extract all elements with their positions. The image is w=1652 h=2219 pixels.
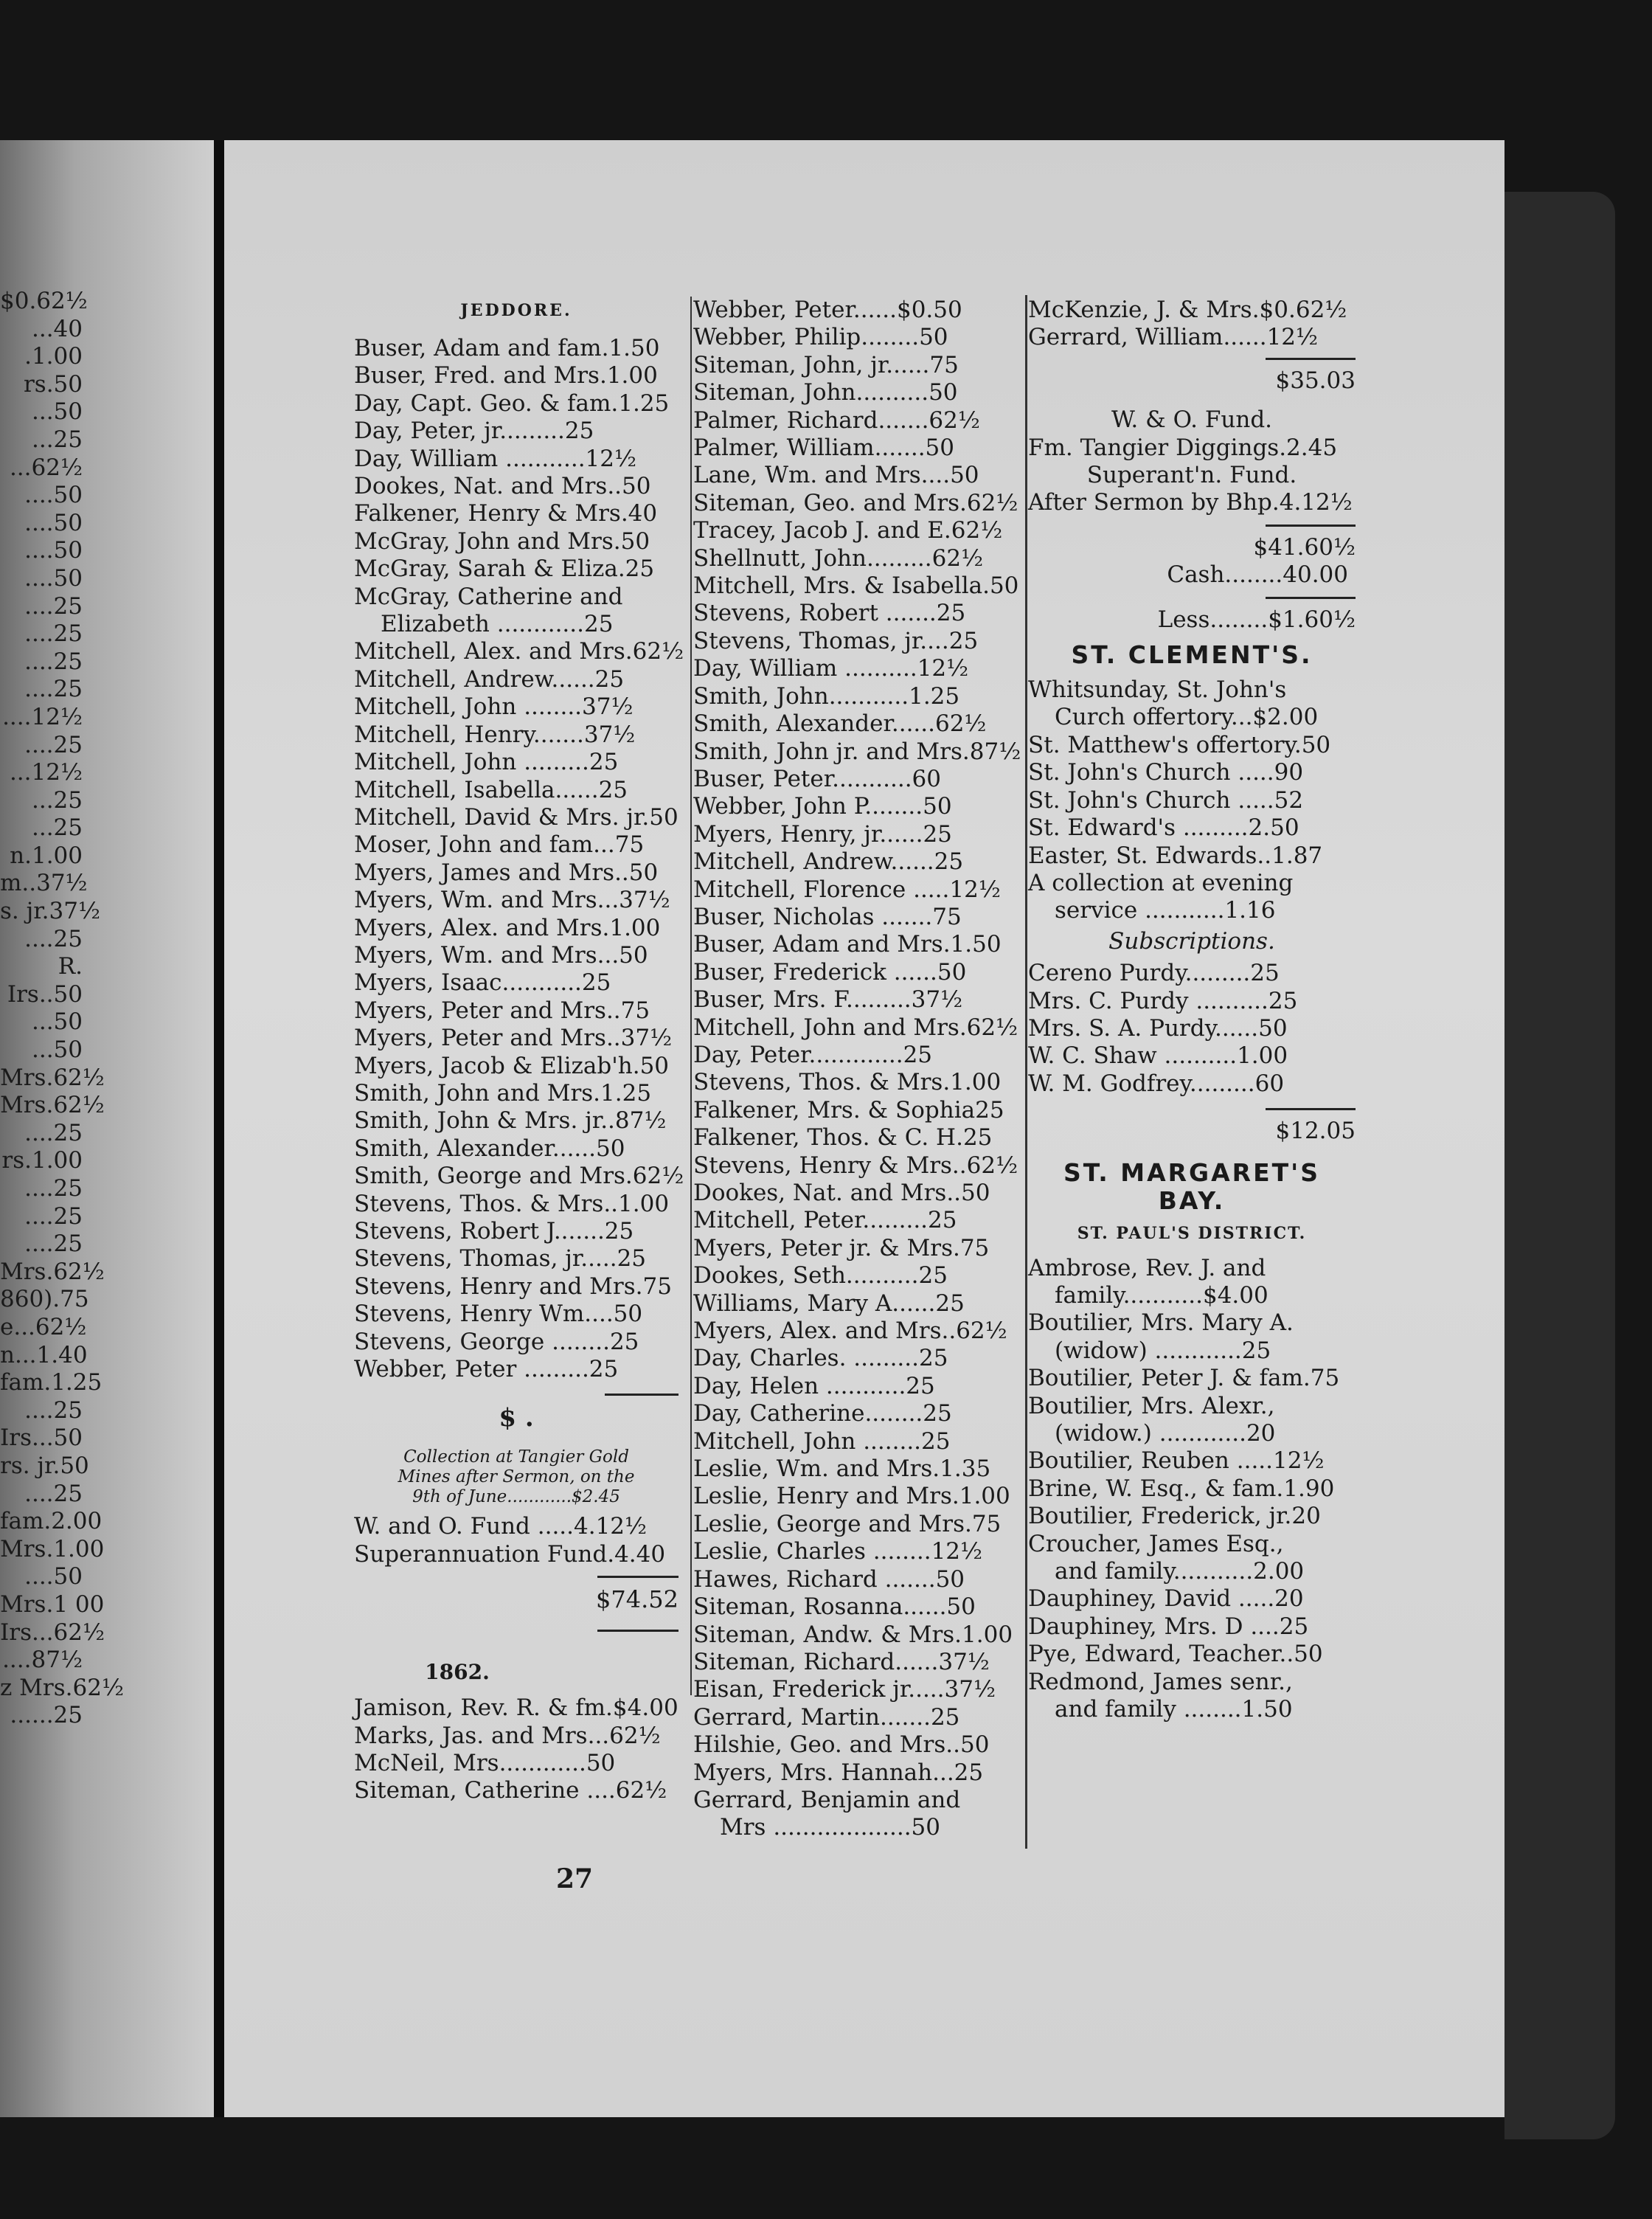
column-2-entry: Siteman, John..........50: [693, 379, 958, 406]
column-2-entry: Day, Charles. .........25: [693, 1345, 948, 1372]
st-clements-entry: Whitsunday, St. John's: [1028, 676, 1287, 704]
subscription-entry: Mrs. S. A. Purdy......50: [1028, 1014, 1288, 1042]
left-page-line: ...62½: [9, 454, 83, 481]
jeddore-entry: Day, Capt. Geo. & fam.1.25: [354, 390, 670, 417]
column-2-entry: Mitchell, John and Mrs.62½: [693, 1014, 1018, 1041]
jeddore-entry: Smith, John & Mrs. jr..87½: [354, 1107, 667, 1135]
column-2-entry: Myers, Mrs. Hannah...25: [693, 1759, 984, 1786]
column-2-entry: Smith, Alexander......62½: [693, 710, 987, 738]
entry-1862: Marks, Jas. and Mrs...62½: [354, 1722, 661, 1749]
st-margarets-entries: [1028, 1255, 1356, 1724]
column-2-entry: Day, William ..........12½: [693, 655, 969, 682]
jeddore-entry: Myers, Wm. and Mrs...37½: [354, 887, 670, 914]
left-page-column: [0, 288, 125, 1730]
column-2-entry: Webber, Philip........50: [693, 324, 948, 351]
fund-line: Superannuation Fund.4.40: [354, 1540, 666, 1568]
jeddore-entry: McGray, Sarah & Eliza.25: [354, 555, 655, 583]
column-2-entry: Mitchell, John ........25: [693, 1427, 951, 1455]
jeddore-entry: Myers, Isaac...........25: [354, 969, 611, 997]
jeddore-entry: Falkener, Henry & Mrs.40: [354, 500, 658, 527]
left-page-line: ......25: [10, 1702, 83, 1729]
left-page-line: ...50: [31, 398, 83, 426]
rule: [1266, 358, 1356, 360]
jeddore-entry: Mitchell, John .........25: [354, 749, 619, 776]
left-page-line: e...62½: [0, 1313, 87, 1340]
left-page-line: Mrs.1 00: [0, 1590, 105, 1618]
jeddore-heading: JEDDORE.: [460, 301, 572, 320]
column-2-entry: Dookes, Nat. and Mrs..50: [693, 1180, 990, 1206]
st-margarets-entry: (widow.) ............20: [1055, 1420, 1276, 1447]
st-margarets-bay-heading: BAY.: [1158, 1185, 1226, 1215]
left-page-line: ....25: [24, 1175, 83, 1202]
left-page-edge: [0, 140, 214, 2117]
rule: [1266, 1108, 1356, 1110]
column-2-entry: Myers, Alex. and Mrs..62½: [693, 1318, 1007, 1345]
column-2-entry: Siteman, Geo. and Mrs.62½: [693, 489, 1018, 516]
jeddore-entry: Moser, John and fam...75: [354, 831, 645, 859]
column-3-top-entries: [1028, 297, 1356, 352]
left-page-line: n.1.00: [10, 842, 83, 869]
column-2-entry: Mitchell, Andrew......25: [693, 848, 964, 876]
jeddore-entry: McGray, John and Mrs.50: [354, 527, 650, 555]
st-clements-entry: St. Matthew's offertory.50: [1028, 731, 1331, 758]
jeddore-entry: Myers, Alex. and Mrs.1.00: [354, 914, 661, 941]
jeddore-entry: Dookes, Nat. and Mrs..50: [354, 473, 651, 500]
entry-1862: Siteman, Catherine ....62½: [354, 1777, 667, 1804]
left-page-line: ....87½: [2, 1647, 83, 1674]
jeddore-entry: Day, Peter, jr.........25: [354, 418, 594, 445]
column-2-entry: Smith, John jr. and Mrs.87½: [693, 738, 1021, 765]
left-page-line: ....50: [24, 509, 83, 536]
st-pauls-district-heading: ST. PAUL'S DISTRICT.: [1077, 1223, 1307, 1243]
left-page-line: ...50: [31, 1036, 83, 1064]
subscription-entries: [1028, 960, 1356, 1098]
left-page-line: ....25: [24, 925, 83, 952]
st-margarets-entry: and family...........2.00: [1055, 1558, 1305, 1585]
rule: [597, 1576, 678, 1578]
column-2-entry: Stevens, Henry & Mrs..62½: [693, 1152, 1018, 1179]
left-page-line: $0.62½: [0, 288, 88, 314]
left-page-line: ....25: [24, 648, 83, 675]
jeddore-entry: Stevens, Henry and Mrs.75: [354, 1273, 672, 1300]
column-2-entry: Tracey, Jacob J. and E.62½: [693, 517, 1003, 544]
rule: [597, 1630, 678, 1632]
subscription-entry: Cereno Purdy.........25: [1028, 960, 1280, 987]
jeddore-entry: Myers, James and Mrs..50: [354, 859, 659, 886]
jeddore-entry: Myers, Peter and Mrs..37½: [354, 1025, 673, 1052]
st-margarets-entry: Brine, W. Esq., & fam.1.90: [1028, 1475, 1335, 1502]
superant-heading: Superant'n. Fund.: [1086, 462, 1297, 489]
column-2-entry: Day, Helen ...........25: [693, 1372, 935, 1399]
column-2-entry: Buser, Nicholas .......75: [693, 903, 962, 930]
st-margarets-entry: and family ........1.50: [1055, 1696, 1293, 1723]
jeddore-entry: Myers, Wm. and Mrs...50: [354, 941, 648, 969]
left-page-line: ....25: [24, 1480, 83, 1507]
rule: [605, 1394, 678, 1396]
left-page-line: ....25: [24, 1202, 83, 1230]
column-2-entry: Myers, Henry, jr......25: [693, 820, 952, 848]
jeddore-total: $74.52: [596, 1585, 678, 1614]
st-clements-entry: Easter, St. Edwards..1.87: [1028, 842, 1323, 869]
column-2-entry: Leslie, Henry and Mrs.1.00: [693, 1483, 1010, 1510]
left-page-line: ....25: [24, 620, 83, 648]
jeddore-entry: Buser, Adam and fam.1.50: [354, 335, 660, 361]
st-margarets-entry: Redmond, James senr.,: [1028, 1668, 1293, 1695]
st-margarets-entry: Dauphiney, Mrs. D ....25: [1028, 1613, 1309, 1640]
left-page-line: Irs...62½: [0, 1619, 105, 1646]
column-2-entry: Myers, Peter jr. & Mrs.75: [693, 1234, 990, 1261]
subscriptions-heading: Subscriptions.: [1108, 927, 1275, 955]
collection-note-line: Mines after Sermon, on the: [398, 1467, 635, 1487]
column-divider: [690, 297, 692, 1695]
jeddore-entry: Day, William ...........12½: [354, 445, 637, 472]
column-2-entry: Siteman, John, jr......75: [693, 351, 959, 378]
left-page-line: rs.1.00: [1, 1147, 83, 1174]
column-2-entry: Gerrard, Martin.......25: [693, 1703, 960, 1731]
left-page-line: ...25: [31, 814, 83, 842]
left-page-line: R.: [58, 953, 83, 980]
column-2-entry: Mitchell, Mrs. & Isabella.50: [693, 572, 1019, 600]
left-page-line: Mrs.62½: [0, 1258, 105, 1285]
subtotal-3: $12.05: [1275, 1118, 1356, 1145]
column-2-entry: Buser, Peter...........60: [693, 765, 941, 792]
left-page-line: ....25: [24, 1230, 83, 1258]
left-page-line: Mrs.62½: [0, 1092, 105, 1119]
st-margarets-entry: Boutilier, Mrs. Mary A.: [1028, 1309, 1294, 1337]
subscription-entry: W. M. Godfrey.........60: [1028, 1070, 1285, 1097]
book-gutter: [214, 140, 224, 2117]
left-page-line: ....25: [24, 1396, 83, 1424]
collection-note-line: Collection at Tangier Gold: [403, 1447, 629, 1467]
left-page-line: ....50: [24, 537, 83, 564]
column-2-entry: Mitchell, Florence .....12½: [693, 876, 1001, 903]
left-page-line: ....12½: [2, 703, 83, 730]
jeddore-entry: Mitchell, John ........37½: [354, 693, 634, 721]
column-2-entry: Mrs ...................50: [720, 1814, 940, 1841]
page-27: [224, 140, 1504, 2117]
left-page-line: Mrs.62½: [0, 1064, 105, 1091]
column-2-entry: Falkener, Mrs. & Sophia25: [693, 1096, 1004, 1124]
column-2-entry: Palmer, Richard.......62½: [693, 406, 980, 434]
wo-fund-heading: W. & O. Fund.: [1111, 406, 1273, 434]
column-divider: [1025, 295, 1027, 1849]
collection-note: [354, 1447, 678, 1507]
column-2-entry: Leslie, Wm. and Mrs.1.35: [693, 1455, 991, 1483]
left-page-line: ....50: [24, 1563, 83, 1590]
jeddore-entry: Webber, Peter .........25: [354, 1356, 619, 1383]
st-clements-entry: service ...........1.16: [1055, 897, 1276, 924]
st-clements-entry: St. Edward's .........2.50: [1028, 814, 1299, 842]
column-2-entry: Stevens, Robert .......25: [693, 600, 966, 627]
column-2-entry: Stevens, Thos. & Mrs.1.00: [693, 1069, 1002, 1096]
year-heading: 1862.: [425, 1660, 490, 1685]
jeddore-entry: Myers, Jacob & Elizab'h.50: [354, 1052, 670, 1079]
left-page-line: ...25: [31, 786, 83, 814]
st-margarets-entry: family...........$4.00: [1055, 1281, 1268, 1309]
left-page-line: .1.00: [24, 343, 83, 370]
left-page-line: ....25: [24, 1119, 83, 1146]
left-page-line: 860).75: [0, 1286, 89, 1313]
entry-1862: McNeil, Mrs............50: [354, 1750, 616, 1777]
st-margarets-entry: Boutilier, Frederick, jr.20: [1028, 1503, 1321, 1530]
left-page-line: ...25: [31, 426, 83, 453]
st-margarets-entry: Boutilier, Peter J. & fam.75: [1028, 1365, 1340, 1392]
column-2-entry: Buser, Frederick ......50: [693, 958, 967, 986]
jeddore-entry: Stevens, George ........25: [354, 1328, 639, 1355]
column-2-entry: Leslie, Charles ........12½: [693, 1538, 983, 1565]
jeddore-entry: McGray, Catherine and: [354, 583, 623, 610]
jeddore-entry: Smith, George and Mrs.62½: [354, 1163, 684, 1190]
jeddore-entry: Buser, Fred. and Mrs.1.00: [354, 362, 658, 390]
left-page-line: ...50: [31, 1008, 83, 1036]
left-page-line: ....50: [24, 482, 83, 509]
column-2-entry: Buser, Mrs. F.........37½: [693, 986, 963, 1014]
subtotal-1: $35.03: [1275, 367, 1356, 394]
entry-1862: Jamison, Rev. R. & fm.$4.00: [354, 1694, 678, 1722]
collection-note-line: 9th of June............$2.45: [412, 1487, 620, 1507]
column-2-entry: Siteman, Rosanna......50: [693, 1593, 976, 1621]
subscription-entry: Mrs. C. Purdy ..........25: [1028, 987, 1298, 1014]
jeddore-entry: Mitchell, Isabella......25: [354, 776, 628, 803]
page-number: 27: [556, 1863, 594, 1894]
column-2-entry: Lane, Wm. and Mrs....50: [693, 462, 979, 489]
jeddore-entry: Mitchell, Alex. and Mrs.62½: [354, 638, 684, 665]
jeddore-entry: Stevens, Robert J.......25: [354, 1218, 634, 1244]
column-3-entry: McKenzie, J. & Mrs.$0.62½: [1028, 297, 1347, 323]
jeddore-entry: Stevens, Thomas, jr.....25: [354, 1245, 647, 1273]
jeddore-entry: Stevens, Henry Wm....50: [354, 1301, 643, 1328]
wo-fund-line: Fm. Tangier Diggings.2.45: [1028, 434, 1338, 461]
cash-line: Cash........40.00: [1167, 561, 1348, 589]
left-page-line: ....50: [24, 564, 83, 592]
jeddore-entry: Stevens, Thos. & Mrs..1.00: [354, 1190, 670, 1217]
st-margarets-entry: Boutilier, Reuben .....12½: [1028, 1447, 1325, 1475]
left-page-line: ....25: [24, 592, 83, 620]
column-2-entry: Stevens, Thomas, jr....25: [693, 627, 979, 654]
st-clements-entry: St. John's Church .....90: [1028, 759, 1304, 786]
left-page-line: m..37½: [0, 870, 88, 897]
jeddore-entry: Elizabeth ............25: [381, 611, 614, 638]
column-2-entry: Smith, John...........1.25: [693, 682, 960, 710]
column-2-entry: Mitchell, Peter.........25: [693, 1207, 957, 1234]
left-page-line: rs. jr.50: [0, 1452, 89, 1479]
left-page-line: z Mrs.62½: [0, 1674, 125, 1701]
st-margarets-entry: Pye, Edward, Teacher..50: [1028, 1641, 1323, 1668]
column-2-entry: Buser, Adam and Mrs.1.50: [693, 931, 1002, 958]
st-clements-entry: St. John's Church .....52: [1028, 786, 1304, 814]
column-2-entries: [693, 297, 1021, 1842]
column-3: [1028, 297, 1356, 1723]
column-2-entry: Eisan, Frederick jr.....37½: [693, 1676, 996, 1703]
st-clements-entries: [1028, 676, 1356, 925]
st-clements-entry: Curch offertory...$2.00: [1055, 704, 1319, 731]
column-2-entry: Day, Peter.............25: [693, 1041, 933, 1068]
jeddore-entry: Mitchell, David & Mrs. jr.50: [354, 803, 678, 831]
jeddore-entry: Mitchell, Andrew......25: [354, 665, 625, 693]
left-page-line: s. jr.37½: [0, 898, 100, 925]
left-page-line: Irs..50: [7, 980, 83, 1008]
column-2-entry: Webber, Peter......$0.50: [693, 297, 962, 323]
left-page-line: rs.50: [23, 370, 83, 398]
column-3-entry: Gerrard, William......12½: [1028, 324, 1319, 351]
column-2-entry: Shellnutt, John.........62½: [693, 544, 984, 572]
column-2-entry: Day, Catherine........25: [693, 1400, 952, 1427]
left-page-line: fam.2.00: [0, 1508, 103, 1535]
fund-line: W. and O. Fund .....4.12½: [354, 1513, 648, 1540]
left-page-line: fam.1.25: [0, 1369, 103, 1396]
column-2-entry: Leslie, George and Mrs.75: [693, 1510, 1002, 1537]
left-page-line: Mrs.1.00: [0, 1535, 105, 1562]
st-clements-entry: A collection at evening: [1028, 869, 1294, 896]
jeddore-entry: Smith, John and Mrs.1.25: [354, 1079, 652, 1107]
jeddore-entry: Myers, Peter and Mrs..75: [354, 997, 650, 1024]
st-margarets-heading: ST. MARGARET'S: [1063, 1157, 1321, 1187]
column-2-entry: Hawes, Richard .......50: [693, 1565, 965, 1593]
rule: [1266, 525, 1356, 527]
left-page-line: ...12½: [9, 759, 83, 786]
st-margarets-entry: Croucher, James Esq.,: [1028, 1530, 1284, 1557]
dollar-mark: $ .: [499, 1403, 534, 1433]
column-2-entry: Dookes, Seth..........25: [693, 1262, 948, 1289]
column-2-entry: Hilshie, Geo. and Mrs..50: [693, 1731, 990, 1759]
column-2-entry: Gerrard, Benjamin and: [693, 1786, 961, 1813]
st-clements-heading: ST. CLEMENT'S.: [1071, 640, 1313, 670]
left-page-line: ...40: [31, 315, 83, 342]
superant-line: After Sermon by Bhp.4.12½: [1028, 489, 1353, 516]
st-margarets-entry: Ambrose, Rev. J. and: [1028, 1254, 1266, 1281]
less-line: Less........$1.60½: [1157, 606, 1356, 633]
st-margarets-entry: (widow) ............25: [1055, 1337, 1271, 1364]
st-margarets-entry: Boutilier, Mrs. Alexr.,: [1028, 1392, 1275, 1419]
column-2-entry: Siteman, Richard......37½: [693, 1648, 990, 1675]
left-page-line: ....25: [24, 676, 83, 703]
column-2-entry: Williams, Mary A......25: [693, 1289, 965, 1317]
st-margarets-entry: Dauphiney, David .....20: [1028, 1585, 1304, 1613]
page-edge-shadow: [1504, 192, 1615, 2139]
column-2-entry: Falkener, Thos. & C. H.25: [693, 1124, 993, 1152]
column-2-entry: Siteman, Andw. & Mrs.1.00: [693, 1621, 1013, 1648]
left-page-line: ....25: [24, 731, 83, 758]
jeddore-entry: Smith, Alexander......50: [354, 1135, 625, 1162]
rule: [1266, 597, 1356, 599]
left-page-line: n...1.40: [0, 1341, 88, 1368]
column-2-entry: Webber, John P........50: [693, 793, 952, 820]
jeddore-entry: Mitchell, Henry.......37½: [354, 721, 636, 748]
subscription-entry: W. C. Shaw ..........1.00: [1028, 1042, 1288, 1070]
column-2: [693, 297, 1021, 1842]
column-2-entry: Palmer, William.......50: [693, 435, 955, 462]
left-page-line: Irs...50: [0, 1424, 83, 1452]
subtotal-2: $41.60½: [1253, 533, 1356, 561]
